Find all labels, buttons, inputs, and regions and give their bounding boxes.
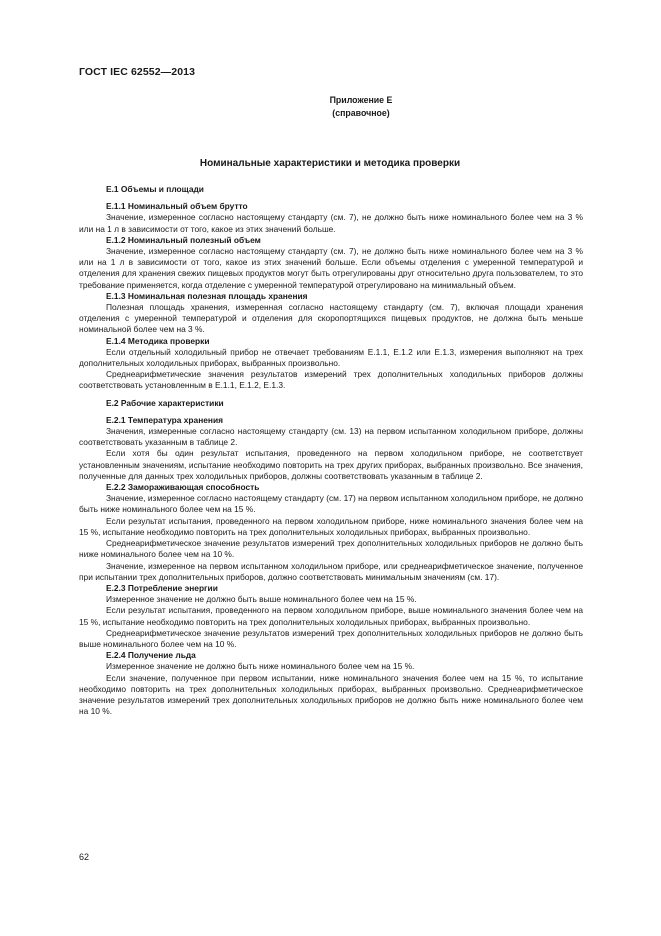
paragraph: Значение, измеренное согласно настоящему стандарту (см. 7), не должно быть ниже номинального более чем на 3 % или на 1 л в зависимости от того, какое из этих значений больше. Если объемы отделения с умеренной температурой и отделения для хранения свежих пищевых продуктов могут быть отрегулированы друг относительно друга пользователем, то это требование применяется, когда отделение с умеренной температурой отрегулировано на минимальный объем. xyxy=(79,246,583,290)
section-heading: Е.1 Объемы и площади xyxy=(106,184,204,194)
paragraph: Если результат испытания, проведенного на первом холодильном приборе, ниже номинального значения более чем на 15 %, испытание необходимо повторить на трех дополнительных холодильных приборах, выбранных произвольно. xyxy=(79,515,583,537)
paragraph: Если результат испытания, проведенного на первом холодильном приборе, выше номинального значения более чем на 15 %, испытание необходимо повторить на трех дополнительных холодильных приборах, выбранных произвольно. xyxy=(79,605,583,627)
paragraph: Если значение, полученное при первом испытании, ниже номинального значения более чем на 15 %, то испытание необходимо повторить на трех дополнительных холодильных приборах, выбранных произвольно. Среднеарифметическое значение результатов измерений трех дополнительных холодильных приборов не должно быть ниже номинального более чем на 10 %. xyxy=(79,672,583,717)
document-body xyxy=(79,184,583,717)
page-number: 62 xyxy=(79,852,90,862)
paragraph: Измеренное значение не должно быть выше номинального более чем на 15 %. xyxy=(106,594,417,605)
section-heading: Е.2 Рабочие характеристики xyxy=(106,397,224,408)
paragraph: Измеренное значение не должно быть ниже номинального более чем на 15 %. xyxy=(106,661,415,672)
paragraph: Значение, измеренное согласно настоящему стандарту (см. 17) на первом испытанном холодильном приборе, не должно быть ниже номинального более чем на 15 %. xyxy=(79,493,583,515)
standard-header: ГОСТ IEC 62552—2013 xyxy=(79,66,196,78)
section-heading: Е.1.3 Номинальная полезная площадь хранения xyxy=(106,290,308,301)
appendix-label: Приложение Е xyxy=(329,95,393,105)
page-title: Номинальные характеристики и методика проверки xyxy=(199,158,461,169)
section-heading: Е.2.2 Замораживающая способность xyxy=(106,482,260,493)
paragraph: Среднеарифметическое значение результатов измерений трех дополнительных холодильных приборов не должно быть выше номинального более чем на 10 %. xyxy=(79,627,583,649)
paragraph: Полезная площадь хранения, измеренная согласно настоящему стандарту (см. 7), включая площади хранения отделения с умеренной температурой и отделения для скоропортящихся пищевых продуктов, не должна быть меньше номинальной более чем на 3 %. xyxy=(79,302,583,335)
section-heading: Е.1.4 Методика проверки xyxy=(106,335,210,346)
paragraph: Среднеарифметические значения результатов измерений трех дополнительных холодильных приборов должны соответствовать установленным в Е.1.1, Е.1.2, Е.1.3. xyxy=(79,369,583,391)
paragraph: Если отдельный холодильный прибор не отвечает требованиям Е.1.1, Е.1.2 или Е.1.3, измерения выполняют на трех дополнительных холодильных приборах, выбранных произвольно. xyxy=(79,346,583,369)
appendix-note: (справочное) xyxy=(332,108,390,118)
section-heading: Е.1.1 Номинальный объем брутто xyxy=(106,201,248,212)
section-heading: Е.2.4 Получение льда xyxy=(106,650,196,661)
paragraph: Среднеарифметическое значение результатов измерений трех дополнительных холодильных приборов не должно быть ниже номинального более чем на 10 %. xyxy=(79,538,583,560)
section-heading: Е.2.1 Температура хранения xyxy=(106,414,224,425)
paragraph: Если хотя бы один результат испытания, проведенного на первом холодильном приборе, не соответствует установленным значениям, испытание необходимо повторить на трех других приборах, выбранных произвольно. Все значения, полученные для данных трех холодильных приборов, должны соответствовать указанным в таблице 2. xyxy=(79,448,583,481)
paragraph: Значения, измеренные согласно настоящему стандарту (см. 13) на первом испытанном холодильном приборе, должны соответствовать указанным в таблице 2. xyxy=(79,426,583,448)
paragraph: Значение, измеренное согласно настоящему стандарту (см. 7), не должно быть ниже номинального более чем на 3 % или на 1 л в зависимости от того, какое из этих значений больше. xyxy=(79,212,583,234)
paragraph: Значение, измеренное на первом испытанном холодильном приборе, или среднеарифметическое значение, полученное при испытании трех дополнительных приборов, должно соответствовать минимальным значениям (см. 17). xyxy=(79,560,583,582)
section-heading: Е.2.3 Потребление энергии xyxy=(106,582,218,593)
section-heading: Е.1.2 Номинальный полезный объем xyxy=(106,234,261,245)
